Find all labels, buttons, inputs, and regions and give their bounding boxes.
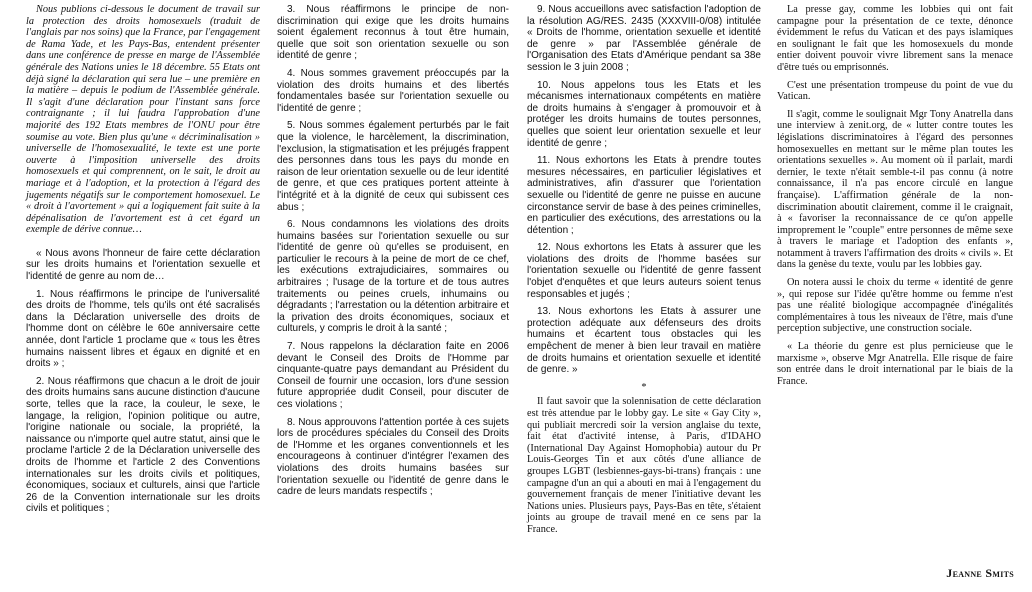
declaration-item-5: 5. Nous sommes également perturbés par le fait que la violence, le harcèlement, la discrimination, l'exclusion, la stigmatisation et les préjugés frappent des personnes dans tous les pays du monde en raison de leur orientation sexuelle ou de leur identité de genre, et que ces pratiques portent atteinte à l'intégrité et à la dignité de ceux qui subissent ces abus ; — [277, 120, 509, 213]
commentary-paragraph-3: C'est une présentation trompeuse du point de vue du Vatican. — [777, 79, 1013, 103]
declaration-item-2: 2. Nous réaffirmons que chacun a le droit de jouir des droits humains sans aucune distinction d'aucune sorte, telles que la race, la couleur, le sexe, le langage, la religion, l'opinion politique ou autre, l'origine nationale ou sociale, la propriété, la naissance ou n'importe quel autre statut, ainsi que le proclame l'article 2 de la Déclaration universelle des droits de l'homme et l'article 2 des Conventions internationales sur les droits civils et politiques, économiques, sociaux et culturels, ainsi que l'article 26 de la Convention internationale sur les droits civils et politiques ; — [26, 375, 260, 515]
section-separator: * — [641, 381, 647, 393]
commentary-paragraph-4: Il s'agit, comme le soulignait Mgr Tony Anatrella dans une interview à zenit.org, de « lutter contre toutes les législations discriminatoires à l'égard des personnes homosexuelles en mettant sur le même plan toutes les orientations sexuelles ». Au moment où il parlait, mardi dernier, le texte n'était semble-t-il pas connu (à notre connaissance, il n'a pas encore circulé en langue française). L'affirmation générale de la non-discrimination aboutit clairement, comme il le craignait, à « favoriser la reconnaissance de ce qu'on appelle improprement le "couple" entre personnes de même sexe à travers le mariage et l'adoption des enfants », notamment à travers l'affirmation des droits « civils ». Et dans la genèse du texte, voulu par les lobbies gay. — [777, 108, 1013, 271]
commentary-paragraph-6: « La théorie du genre est plus pernicieuse que le marxisme », observe Mgr Anatrella. Elle risque de faire son entrée dans le droit international par le biais de la France. — [777, 341, 1013, 387]
column-2 — [277, 4, 509, 498]
declaration-item-8: 8. Nous approuvons l'attention portée à ces sujets lors de procédures spéciales du Conseil des Droits de l'Homme et les organes conventionnels et les encourageons à continuer d'intégrer l'examen des violations des droits humains basées sur l'orientation sexuelle ou l'identité de genre dans le cadre de leurs mandats respectifs ; — [277, 416, 509, 498]
declaration-item-7: 7. Nous rappelons la déclaration faite en 2006 devant le Conseil des Droits de l'Homme par cinquante-quatre pays demandant au Président du Conseil de fournir une occasion, lors d'une session future appropriée dudit Conseil, pour discuter de ces violations ; — [277, 341, 509, 410]
declaration-item-4: 4. Nous sommes gravement préoccupés par la violation des droits humains et des libertés fondamentales basée sur l'orientation sexuelle ou l'identité de genre ; — [277, 67, 509, 114]
declaration-item-1: 1. Nous réaffirmons le principe de l'universalité des droits de l'homme, tels qu'ils ont été sacralisés dans la Déclaration universelle des droits de l'homme dont on célèbre le 60e anniversaire cette année, dont l'article 1 proclame que « tous les êtres humains naissent libres et égaux en dignité et en droits » ; — [26, 288, 260, 370]
declaration-item-11: 11. Nous exhortons les Etats à prendre toutes mesures nécessaires, en particulier législatives et administratives, afin d'assurer que l'orientation sexuelle ou l'identité de genre ne puisse en aucune circonstance servir de base à des peines criminelles, en particulier des exécutions, des arrestations ou la détention ; — [527, 155, 761, 236]
commentary-paragraph-5: On notera aussi le choix du terme « identité de genre », qui repose sur l'idée qu'être homme ou femme n'est pas une réalité biologique accompagnée d'inégalités complémentaires à tous les niveaux de l'être, mais d'une perception subjective, une construction sociale. — [777, 277, 1013, 335]
declaration-item-12: 12. Nous exhortons les Etats à assurer que les violations des droits de l'homme basées sur l'orientation sexuelle ou l'identité de genre fassent l'objet d'enquêtes et que leurs auteurs soient tenus responsables et jugés ; — [527, 242, 761, 300]
declaration-opening: « Nous avons l'honneur de faire cette déclaration sur les droits humains et l'orientation sexuelle et l'identité de genre au nom de… — [26, 247, 260, 283]
declaration-item-3: 3. Nous réaffirmons le principe de non-discrimination qui exige que les droits humains soient également reconnus à tout être humain, quelle que soit son orientation sexuelle ou son identité de genre ; — [277, 4, 509, 62]
declaration-item-10: 10. Nous appelons tous les Etats et les mécanismes internationaux compétents en matière de droits humains à s'engager à promouvoir et à protéger les droits humains de toutes personnes, quelles que soient leur orientation sexuelle et leur identité de genre ; — [527, 79, 761, 149]
commentary-paragraph-2: La presse gay, comme les lobbies qui ont fait campagne pour la présentation de ce texte, dénonce évidemment le refus du Vatican et des pays islamiques en soulignant le fait que les homosexuels du monde entier doivent pouvoir vivre librement sans la menace d'être tués ou emprisonnés. — [777, 4, 1013, 73]
intro-paragraph: Nous publions ci-dessous le document de travail sur la protection des droits homosexuels (traduit de l'anglais par nos soins) que la France, par l'engagement de Rama Yade, et les Pays-Bas, entendent présenter dans une conférence de presse en marge de l'Assemblée générale des Nations unies le 18 décembre. 55 Etats ont déjà signé la déclaration qui sera lue – une première en la matière – depuis le podium de l'Assemblée générale. Il s'agit d'une déclaration pour l'instant sans force contraignante ; il lui faudra l'approbation d'une majorité des 192 Etats membres de l'ONU pour être soumise au vote. Bien plus qu'une « décriminalisation » universelle de l'homosexualité, le texte est une porte ouverte à l'imposition universelle des droits homosexuels et qui comprennent, on le sait, le droit au mariage et à l'adoption, et la protection à l'égard des jugements négatifs sur le comportement homosexuel. Le « droit à l'avortement » qui a logiquement fait suite à la dépénalisation de l'avortement est à cet égard un exemple de dérive connue… — [26, 4, 260, 236]
declaration-item-6: 6. Nous condamnons les violations des droits humains basées sur l'orientation sexuelle ou sur l'identité de genre où qu'elles se produisent, en particulier le recours à la peine de mort de ce chef, les exécutions extrajudiciaires, sommaires ou arbitraires ; l'usage de la torture et de tous autres traitements ou peines cruels, inhumains ou dégradants ; l'arrestation ou la détention arbitraire et la privation des droits économiques, sociaux et culturels, y compris le droit à la santé ; — [277, 219, 509, 335]
declaration-item-13: 13. Nous exhortons les Etats à assurer une protection adéquate aux défenseurs des droits humains et écartent tous obstacles qui les empêchent de mener à bien leur travail en matière de droits humains et orientation sexuelle et identité de genre. » — [527, 306, 761, 376]
author-signature: Jeanne Smits — [946, 566, 1014, 580]
column-4 — [777, 4, 1013, 387]
commentary-paragraph-1: Il faut savoir que la solennisation de cette déclaration est très attendue par le lobby gay. Le site « Gay City », qui publiait mercredi soir la version anglaise du texte, fait état d'activité intense, à Paris, d'IDAHO (International Day Against Homophobia) autour du Pr Louis-Georges Tin et aux côtés d'une alliance de groupes LGBT (lesbiennes-gays-bi-trans) français : une campagne d'un an qui a abouti en mai à l'engagement du gouvernement français de mener l'initiative devant les Nations unies. Plusieurs pays, Pays-Bas en tête, s'étaient joints au groupe de travail mené en ce sens par la France. — [527, 396, 761, 535]
column-3 — [527, 4, 761, 536]
column-1 — [26, 4, 260, 515]
declaration-item-9: 9. Nous accueillons avec satisfaction l'adoption de la résolution AG/RES. 2435 (XXXVIII-0/08) intitulée « Droits de l'homme, orientation sexuelle et identité de genre » par l'Assemblée générale de l'Organisation des Etats d'Amérique pendant sa 38e session le 3 juin 2008 ; — [527, 4, 761, 73]
